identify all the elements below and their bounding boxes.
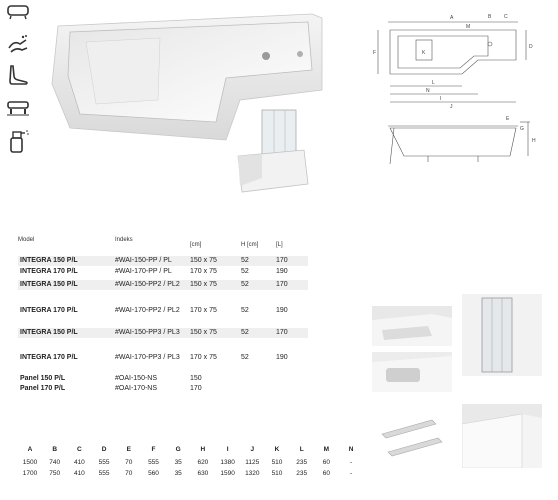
dim-header-k: K (274, 446, 280, 453)
dim-cell: 555 (98, 470, 110, 477)
dim-header-n: N (348, 446, 354, 453)
dim-cell: 235 (296, 459, 308, 466)
dim-cell: 1320 (245, 470, 260, 477)
dim-cell: - (350, 459, 353, 466)
spec-cell-volume: 190 (276, 268, 288, 275)
dim-header-g: G (175, 446, 181, 453)
spec-cell-height: 52 (241, 257, 249, 264)
dim-cell: 60 (322, 459, 330, 466)
foot-icon (6, 64, 30, 88)
dim-header-c: C (77, 446, 82, 453)
dim-header-i: I (226, 446, 229, 453)
label-f: F (373, 50, 377, 56)
spec-cell-height: 52 (241, 307, 249, 314)
spec-row (18, 353, 308, 363)
hand-wash-icon (6, 34, 30, 58)
dim-cell: 35 (174, 470, 182, 477)
dim-header-j: J (250, 446, 255, 453)
spec-cell-index: #WAI-150-PP / PL (115, 257, 172, 264)
technical-drawing (370, 4, 540, 174)
spec-row (18, 280, 308, 290)
dim-cell: 630 (197, 470, 209, 477)
label-k: K (422, 50, 426, 56)
label-a: A (450, 15, 454, 21)
spec-row (18, 256, 308, 266)
spec-row (18, 267, 308, 277)
dim-cell: 510 (271, 459, 283, 466)
header-index: Indeks (115, 237, 133, 243)
header-size: [cm] (190, 242, 202, 248)
label-j: J (450, 104, 453, 110)
spec-cell-size: 170 x 75 (190, 268, 217, 275)
spec-cell-size: 170 x 75 (190, 307, 217, 314)
dim-cell: 60 (322, 470, 330, 477)
label-c: C (504, 14, 508, 20)
dim-header-h: H (200, 446, 206, 453)
spec-cell-volume: 190 (276, 354, 288, 361)
dim-cell: 750 (49, 470, 61, 477)
label-e: E (506, 116, 510, 122)
label-n: N (426, 88, 430, 94)
spec-cell-height: 52 (241, 281, 249, 288)
spec-cell-index: #WAI-170-PP3 / PL3 (115, 354, 180, 361)
dim-header-m: M (323, 446, 330, 453)
headrest-photo (372, 306, 452, 346)
spec-cell-height: 52 (241, 329, 249, 336)
spec-cell-model: INTEGRA 150 P/L (20, 257, 78, 264)
spec-cell-model: Panel 170 P/L (20, 385, 66, 392)
spec-cell-model: INTEGRA 150 P/L (20, 281, 78, 288)
spec-cell-index: #OAI-170-NS (115, 385, 158, 392)
label-l: L (432, 80, 435, 86)
handle-photo (372, 408, 452, 470)
spec-cell-size: 150 (190, 375, 202, 382)
dim-header-e: E (126, 446, 131, 453)
spec-cell-size: 170 x 75 (190, 354, 217, 361)
dim-cell: 1500 (22, 459, 38, 466)
dim-cell: 1380 (220, 459, 235, 466)
spec-row (18, 384, 308, 393)
dim-header-f: F (151, 446, 156, 453)
dim-cell: 560 (148, 470, 159, 477)
dim-header-d: D (101, 446, 107, 453)
label-d: D (529, 44, 533, 50)
spec-cell-model: INTEGRA 170 P/L (20, 307, 78, 314)
spec-cell-height: 52 (241, 268, 249, 275)
dim-cell: 70 (125, 470, 133, 477)
dim-cell: 1590 (220, 470, 235, 477)
spec-row (18, 374, 308, 383)
label-g: G (520, 126, 524, 132)
dim-cell: 510 (271, 470, 283, 477)
label-m: M (466, 24, 471, 30)
spec-cell-model: INTEGRA 170 P/L (20, 354, 78, 361)
dim-cell: 555 (98, 459, 110, 466)
dim-cell: - (350, 470, 353, 477)
tub-cushion-photo (372, 352, 452, 392)
spec-cell-index: #WAI-150-PP2 / PL2 (115, 281, 180, 288)
bathtub-icon (6, 4, 30, 28)
dim-header-a: A (27, 446, 33, 453)
spec-cell-volume: 170 (276, 257, 288, 264)
dim-cell: 1125 (245, 459, 260, 466)
spec-row (18, 306, 308, 316)
spec-cell-volume: 170 (276, 281, 288, 288)
dim-cell: 410 (73, 470, 85, 477)
spec-cell-size: 170 (190, 385, 202, 392)
spec-cell-model: INTEGRA 150 P/L (20, 329, 78, 336)
bathtub-with-screen-photo (232, 108, 312, 198)
spec-cell-size: 150 x 75 (190, 329, 217, 336)
label-h: H (532, 138, 536, 144)
spec-cell-model: INTEGRA 170 P/L (20, 268, 78, 275)
dim-cell: 740 (49, 459, 61, 466)
dim-cell: 1700 (22, 470, 38, 477)
spec-cell-volume: 190 (276, 307, 288, 314)
dim-cell: 555 (148, 459, 159, 466)
screen-photo (462, 294, 542, 376)
spec-cell-index: #WAI-170-PP2 / PL2 (115, 307, 180, 314)
dim-cell: 235 (296, 470, 308, 477)
spec-cell-volume: 170 (276, 329, 288, 336)
spec-cell-size: 150 x 75 (190, 281, 217, 288)
header-model: Model (18, 237, 35, 243)
dim-cell: 70 (125, 459, 133, 466)
spec-cell-model: Panel 150 P/L (20, 375, 66, 382)
label-b: B (488, 14, 492, 20)
panel-corner-photo (462, 404, 542, 468)
header-height: H [cm] (241, 242, 259, 248)
dim-header-b: B (52, 446, 58, 453)
spray-bottle-icon (6, 128, 30, 152)
label-i: I (440, 96, 442, 102)
spec-cell-index: #WAI-170-PP / PL (115, 268, 172, 275)
dim-cell: 35 (174, 459, 182, 466)
spec-cell-size: 150 x 75 (190, 257, 217, 264)
spec-cell-index: #WAI-150-PP3 / PL3 (115, 329, 180, 336)
header-volume: [L] (276, 242, 283, 248)
tub-legs-icon (6, 100, 30, 124)
dim-cell: 410 (73, 459, 85, 466)
spec-cell-height: 52 (241, 354, 249, 361)
spec-row (18, 328, 308, 338)
dim-cell: 620 (197, 459, 209, 466)
dim-header-l: L (299, 446, 304, 453)
spec-cell-index: #OAI-150-NS (115, 375, 158, 382)
